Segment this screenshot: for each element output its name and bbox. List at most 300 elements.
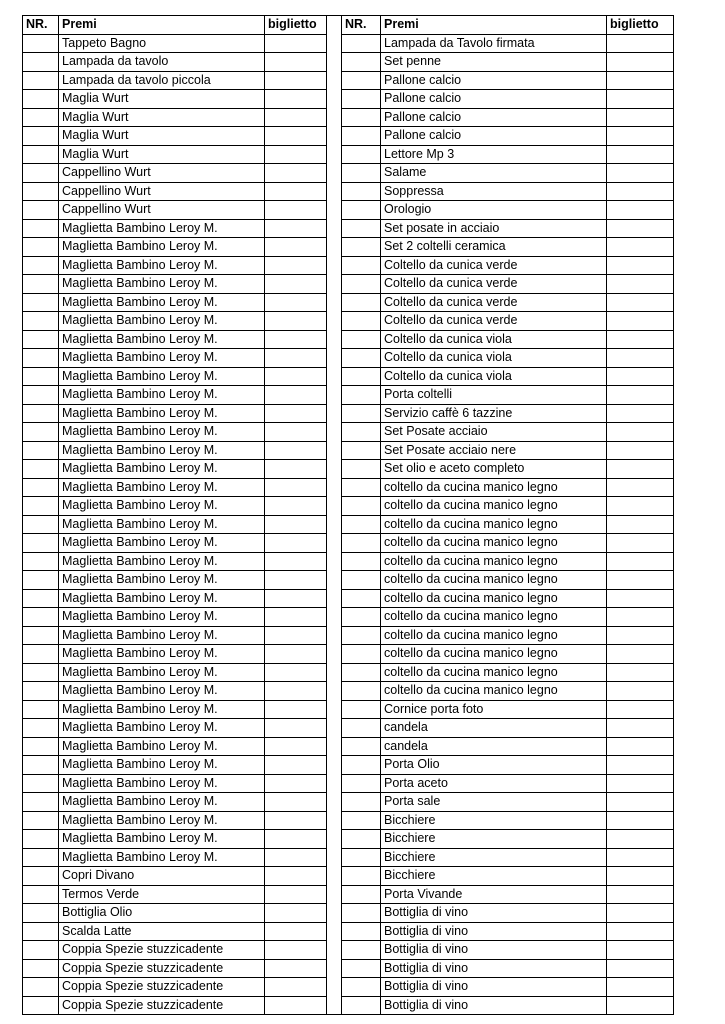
table-row (23, 441, 674, 460)
nr-cell (342, 515, 381, 534)
nr-cell (23, 90, 59, 109)
column-spacer (327, 34, 342, 53)
prize-cell-left: Maglietta Bambino Leroy M. (59, 275, 265, 294)
nr-cell (342, 164, 381, 183)
ticket-cell (265, 941, 327, 960)
ticket-cell (607, 441, 674, 460)
nr-cell (342, 127, 381, 146)
ticket-cell (607, 312, 674, 331)
nr-cell (23, 460, 59, 479)
ticket-cell (607, 256, 674, 275)
ticket-cell (607, 182, 674, 201)
ticket-cell (265, 404, 327, 423)
table-row (23, 238, 674, 257)
nr-cell (342, 145, 381, 164)
column-spacer (327, 90, 342, 109)
prize-cell-right: coltello da cucina manico legno (381, 663, 607, 682)
table-row (23, 719, 674, 738)
ticket-cell (607, 219, 674, 238)
table-row (23, 682, 674, 701)
table-row (23, 256, 674, 275)
ticket-cell (265, 608, 327, 627)
table-row (23, 626, 674, 645)
nr-cell (342, 978, 381, 997)
prize-cell-left: Maglietta Bambino Leroy M. (59, 367, 265, 386)
table-row (23, 349, 674, 368)
prize-cell-left: Maglietta Bambino Leroy M. (59, 404, 265, 423)
nr-cell (342, 497, 381, 516)
nr-cell (23, 737, 59, 756)
column-spacer (327, 959, 342, 978)
nr-cell (342, 626, 381, 645)
column-spacer (327, 71, 342, 90)
ticket-cell (607, 386, 674, 405)
ticket-cell (607, 497, 674, 516)
ticket-cell (265, 441, 327, 460)
column-spacer (327, 330, 342, 349)
column-spacer (327, 182, 342, 201)
nr-cell (342, 719, 381, 738)
nr-cell (342, 349, 381, 368)
prize-cell-right: coltello da cucina manico legno (381, 626, 607, 645)
ticket-cell (607, 515, 674, 534)
nr-cell (342, 34, 381, 53)
table-row (23, 885, 674, 904)
nr-cell (342, 941, 381, 960)
table-row (23, 164, 674, 183)
nr-cell (342, 256, 381, 275)
ticket-cell (607, 423, 674, 442)
prize-cell-right: Coltello da cunica verde (381, 312, 607, 331)
nr-cell (342, 996, 381, 1015)
column-spacer (327, 682, 342, 701)
column-spacer (327, 127, 342, 146)
prize-cell-left: Maglietta Bambino Leroy M. (59, 719, 265, 738)
ticket-cell (607, 349, 674, 368)
nr-cell (23, 959, 59, 978)
prize-cell-left: Bottiglia Olio (59, 904, 265, 923)
ticket-cell (265, 996, 327, 1015)
nr-cell (23, 552, 59, 571)
table-row (23, 941, 674, 960)
prize-cell-left: Coppia Spezie stuzzicadente (59, 996, 265, 1015)
ticket-cell (265, 293, 327, 312)
column-spacer (327, 164, 342, 183)
nr-cell (23, 404, 59, 423)
table-row (23, 293, 674, 312)
nr-cell (23, 367, 59, 386)
ticket-cell (607, 626, 674, 645)
nr-cell (23, 941, 59, 960)
header-biglietto-left: biglietto (265, 16, 327, 35)
column-spacer (327, 201, 342, 220)
nr-cell (342, 367, 381, 386)
nr-cell (342, 275, 381, 294)
prize-cell-right: coltello da cucina manico legno (381, 478, 607, 497)
ticket-cell (265, 922, 327, 941)
table-row (23, 663, 674, 682)
ticket-cell (265, 275, 327, 294)
prize-cell-right: Bottiglia di vino (381, 978, 607, 997)
ticket-cell (265, 349, 327, 368)
nr-cell (23, 478, 59, 497)
nr-cell (342, 238, 381, 257)
column-spacer (327, 404, 342, 423)
column-spacer (327, 867, 342, 886)
nr-cell (23, 885, 59, 904)
prize-cell-left: Maglietta Bambino Leroy M. (59, 830, 265, 849)
ticket-cell (265, 460, 327, 479)
column-spacer (327, 626, 342, 645)
ticket-cell (607, 830, 674, 849)
ticket-cell (265, 201, 327, 220)
ticket-cell (265, 386, 327, 405)
nr-cell (342, 293, 381, 312)
prize-cell-left: Maglietta Bambino Leroy M. (59, 626, 265, 645)
nr-cell (342, 700, 381, 719)
table-row (23, 219, 674, 238)
nr-cell (23, 608, 59, 627)
nr-cell (23, 515, 59, 534)
ticket-cell (607, 682, 674, 701)
ticket-cell (607, 90, 674, 109)
prize-cell-right: coltello da cucina manico legno (381, 552, 607, 571)
prize-cell-right: coltello da cucina manico legno (381, 645, 607, 664)
table-row (23, 330, 674, 349)
table-row (23, 478, 674, 497)
table-row (23, 386, 674, 405)
prize-cell-right: Pallone calcio (381, 71, 607, 90)
prize-cell-left: Termos Verde (59, 885, 265, 904)
nr-cell (23, 811, 59, 830)
nr-cell (342, 53, 381, 72)
ticket-cell (265, 478, 327, 497)
ticket-cell (607, 53, 674, 72)
nr-cell (342, 571, 381, 590)
prize-cell-left: Maglietta Bambino Leroy M. (59, 793, 265, 812)
prize-cell-left: Scalda Latte (59, 922, 265, 941)
prize-cell-right: Coltello da cunica verde (381, 256, 607, 275)
ticket-cell (607, 645, 674, 664)
ticket-cell (607, 571, 674, 590)
ticket-cell (265, 71, 327, 90)
column-spacer (327, 349, 342, 368)
nr-cell (23, 904, 59, 923)
prize-cell-left: Maglietta Bambino Leroy M. (59, 682, 265, 701)
table-row (23, 34, 674, 53)
prize-cell-right: coltello da cucina manico legno (381, 497, 607, 516)
table-row (23, 182, 674, 201)
nr-cell (342, 201, 381, 220)
nr-cell (23, 108, 59, 127)
nr-cell (23, 219, 59, 238)
header-premi-right: Premi (381, 16, 607, 35)
nr-cell (23, 201, 59, 220)
ticket-cell (607, 552, 674, 571)
table-row (23, 497, 674, 516)
table-row (23, 589, 674, 608)
prize-cell-left: Cappellino Wurt (59, 201, 265, 220)
prize-cell-right: Bicchiere (381, 867, 607, 886)
column-spacer (327, 885, 342, 904)
ticket-cell (265, 867, 327, 886)
ticket-cell (607, 201, 674, 220)
ticket-cell (607, 719, 674, 738)
prize-cell-right: Lampada da Tavolo firmata (381, 34, 607, 53)
prize-cell-left: Maglietta Bambino Leroy M. (59, 774, 265, 793)
table-row (23, 830, 674, 849)
prize-cell-right: Pallone calcio (381, 90, 607, 109)
ticket-cell (265, 700, 327, 719)
nr-cell (342, 811, 381, 830)
prize-cell-right: Set 2 coltelli ceramica (381, 238, 607, 257)
ticket-cell (265, 848, 327, 867)
table-row (23, 571, 674, 590)
prize-cell-left: Maglia Wurt (59, 90, 265, 109)
ticket-cell (607, 460, 674, 479)
ticket-cell (265, 145, 327, 164)
nr-cell (342, 478, 381, 497)
nr-cell (342, 90, 381, 109)
table-row (23, 108, 674, 127)
column-spacer (327, 571, 342, 590)
column-spacer (327, 108, 342, 127)
column-spacer (327, 756, 342, 775)
nr-cell (23, 830, 59, 849)
ticket-cell (265, 663, 327, 682)
ticket-cell (265, 626, 327, 645)
ticket-cell (607, 367, 674, 386)
ticket-cell (265, 756, 327, 775)
ticket-cell (265, 552, 327, 571)
column-spacer (327, 830, 342, 849)
column-spacer (327, 53, 342, 72)
table-row (23, 515, 674, 534)
prize-cell-right: Pallone calcio (381, 108, 607, 127)
column-spacer (327, 922, 342, 941)
prize-cell-right: Bottiglia di vino (381, 996, 607, 1015)
nr-cell (342, 589, 381, 608)
table-row (23, 145, 674, 164)
column-spacer (327, 811, 342, 830)
prize-cell-right: Lettore Mp 3 (381, 145, 607, 164)
ticket-cell (607, 774, 674, 793)
ticket-cell (265, 682, 327, 701)
table-row (23, 201, 674, 220)
prize-cell-left: Maglietta Bambino Leroy M. (59, 256, 265, 275)
ticket-cell (607, 164, 674, 183)
ticket-cell (607, 793, 674, 812)
prize-cell-left: Cappellino Wurt (59, 164, 265, 183)
column-spacer (327, 700, 342, 719)
column-spacer (327, 256, 342, 275)
ticket-cell (607, 941, 674, 960)
table-row (23, 996, 674, 1015)
ticket-cell (265, 34, 327, 53)
nr-cell (23, 145, 59, 164)
nr-cell (342, 386, 381, 405)
ticket-cell (265, 219, 327, 238)
nr-cell (342, 182, 381, 201)
prize-cell-right: coltello da cucina manico legno (381, 608, 607, 627)
prize-cell-right: Bottiglia di vino (381, 941, 607, 960)
ticket-cell (265, 589, 327, 608)
nr-cell (23, 626, 59, 645)
nr-cell (23, 589, 59, 608)
nr-cell (23, 238, 59, 257)
prize-cell-left: Maglietta Bambino Leroy M. (59, 608, 265, 627)
prize-cell-left: Maglietta Bambino Leroy M. (59, 663, 265, 682)
prize-cell-left: Copri Divano (59, 867, 265, 886)
table-row (23, 774, 674, 793)
table-row (23, 367, 674, 386)
ticket-cell (607, 756, 674, 775)
prize-cell-right: coltello da cucina manico legno (381, 682, 607, 701)
column-spacer (327, 737, 342, 756)
table-row (23, 737, 674, 756)
prize-cell-left: Maglietta Bambino Leroy M. (59, 330, 265, 349)
prize-cell-left: Maglietta Bambino Leroy M. (59, 386, 265, 405)
prize-cell-left: Maglia Wurt (59, 145, 265, 164)
prize-cell-left: Maglietta Bambino Leroy M. (59, 645, 265, 664)
ticket-cell (265, 645, 327, 664)
prize-cell-right: Bicchiere (381, 848, 607, 867)
prize-cell-right: Salame (381, 164, 607, 183)
prize-cell-right: coltello da cucina manico legno (381, 515, 607, 534)
column-spacer (327, 663, 342, 682)
table-row (23, 645, 674, 664)
ticket-cell (265, 959, 327, 978)
ticket-cell (265, 256, 327, 275)
column-spacer (327, 423, 342, 442)
nr-cell (23, 34, 59, 53)
prize-cell-right: Porta Vivande (381, 885, 607, 904)
prize-cell-right: Cornice porta foto (381, 700, 607, 719)
prize-cell-left: Maglia Wurt (59, 127, 265, 146)
ticket-cell (265, 774, 327, 793)
prize-cell-left: Maglietta Bambino Leroy M. (59, 700, 265, 719)
table-row (23, 71, 674, 90)
column-spacer (327, 552, 342, 571)
nr-cell (342, 608, 381, 627)
nr-cell (342, 867, 381, 886)
nr-cell (23, 256, 59, 275)
table-row (23, 867, 674, 886)
nr-cell (23, 793, 59, 812)
ticket-cell (265, 515, 327, 534)
ticket-cell (607, 238, 674, 257)
nr-cell (342, 959, 381, 978)
table-row (23, 404, 674, 423)
header-premi-left: Premi (59, 16, 265, 35)
nr-cell (342, 793, 381, 812)
nr-cell (23, 349, 59, 368)
nr-cell (342, 441, 381, 460)
column-spacer (327, 460, 342, 479)
table-row (23, 922, 674, 941)
column-spacer (327, 719, 342, 738)
ticket-cell (265, 90, 327, 109)
nr-cell (342, 663, 381, 682)
nr-cell (23, 497, 59, 516)
column-spacer (327, 645, 342, 664)
prize-cell-left: Lampada da tavolo piccola (59, 71, 265, 90)
nr-cell (23, 867, 59, 886)
prize-cell-left: Maglietta Bambino Leroy M. (59, 478, 265, 497)
table-row (23, 127, 674, 146)
header-row (23, 16, 674, 35)
nr-cell (342, 423, 381, 442)
prize-cell-right: Soppressa (381, 182, 607, 201)
table-row (23, 552, 674, 571)
prize-cell-right: Coltello da cunica viola (381, 349, 607, 368)
prize-cell-right: Bottiglia di vino (381, 904, 607, 923)
header-biglietto-right: biglietto (607, 16, 674, 35)
column-spacer (327, 219, 342, 238)
ticket-cell (265, 885, 327, 904)
column-spacer (327, 312, 342, 331)
nr-cell (342, 737, 381, 756)
table-row (23, 312, 674, 331)
column-spacer (327, 608, 342, 627)
prize-cell-right: Bottiglia di vino (381, 959, 607, 978)
column-spacer (327, 238, 342, 257)
prize-cell-right: Set Posate acciaio (381, 423, 607, 442)
nr-cell (23, 386, 59, 405)
column-spacer (327, 386, 342, 405)
column-spacer (327, 497, 342, 516)
prize-cell-left: Maglietta Bambino Leroy M. (59, 515, 265, 534)
nr-cell (342, 552, 381, 571)
ticket-cell (265, 164, 327, 183)
prize-cell-left: Lampada da tavolo (59, 53, 265, 72)
table-row (23, 811, 674, 830)
nr-cell (23, 719, 59, 738)
table-row (23, 978, 674, 997)
nr-cell (23, 164, 59, 183)
nr-cell (23, 978, 59, 997)
ticket-cell (607, 293, 674, 312)
nr-cell (23, 182, 59, 201)
prize-cell-left: Maglietta Bambino Leroy M. (59, 497, 265, 516)
prize-rows (23, 34, 674, 1015)
prize-cell-left: Maglia Wurt (59, 108, 265, 127)
prize-cell-right: candela (381, 737, 607, 756)
prize-cell-left: Maglietta Bambino Leroy M. (59, 293, 265, 312)
prize-cell-right: coltello da cucina manico legno (381, 589, 607, 608)
prize-cell-right: Coltello da cunica verde (381, 293, 607, 312)
prize-cell-left: Maglietta Bambino Leroy M. (59, 423, 265, 442)
ticket-cell (265, 367, 327, 386)
prize-cell-left: Maglietta Bambino Leroy M. (59, 349, 265, 368)
ticket-cell (607, 108, 674, 127)
column-spacer (327, 589, 342, 608)
prize-cell-left: Maglietta Bambino Leroy M. (59, 238, 265, 257)
nr-cell (23, 71, 59, 90)
ticket-cell (607, 885, 674, 904)
column-spacer (327, 774, 342, 793)
ticket-cell (607, 71, 674, 90)
prize-cell-left: Coppia Spezie stuzzicadente (59, 959, 265, 978)
nr-cell (23, 571, 59, 590)
table-row (23, 460, 674, 479)
prize-cell-right: coltello da cucina manico legno (381, 534, 607, 553)
prize-cell-left: Maglietta Bambino Leroy M. (59, 571, 265, 590)
ticket-cell (265, 737, 327, 756)
prize-cell-left: Maglietta Bambino Leroy M. (59, 552, 265, 571)
table-row (23, 959, 674, 978)
prize-cell-left: Coppia Spezie stuzzicadente (59, 941, 265, 960)
